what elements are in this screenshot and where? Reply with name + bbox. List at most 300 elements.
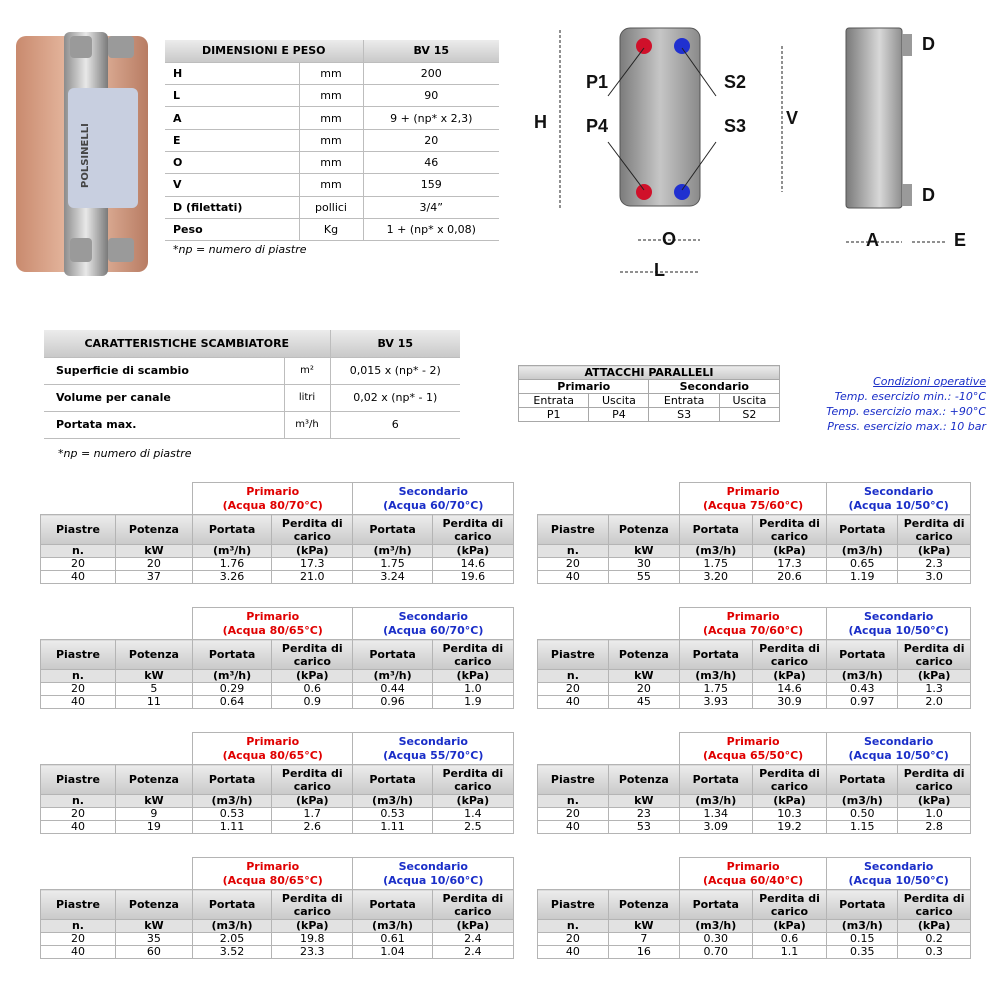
operating-conditions: [826, 374, 986, 434]
dimension-name: Peso: [165, 218, 299, 240]
table-cell: 0.61: [353, 933, 432, 946]
label-d-top: D: [922, 34, 935, 54]
secondary-temps: (Acqua 60/70°C): [383, 498, 484, 512]
characteristic-unit: litri: [284, 384, 330, 411]
column-header: Potenza: [608, 890, 679, 920]
table-cell: 19.2: [752, 821, 827, 834]
table-cell: 20: [538, 808, 609, 821]
primary-label: Primario: [726, 484, 780, 498]
column-header: Portata: [353, 890, 432, 920]
table-row: [41, 558, 514, 571]
table-cell: 2.8: [898, 821, 971, 834]
unit-header: (m3/h): [192, 920, 271, 933]
unit-header: n.: [41, 545, 116, 558]
label-a: A: [866, 230, 879, 250]
dimension-value: 1 + (np* x 0,08): [363, 218, 499, 240]
column-header: Potenza: [115, 640, 192, 670]
table-cell: 1.34: [679, 808, 752, 821]
unit-header: (m3/h): [827, 545, 898, 558]
unit-header: n.: [41, 920, 116, 933]
table-cell: 1.19: [827, 571, 898, 584]
primary-temps: (Acqua 80/65°C): [222, 623, 323, 637]
secondary-label: Secondario: [398, 859, 468, 873]
table-cell: 0.30: [679, 933, 752, 946]
table-cell: 14.6: [752, 683, 827, 696]
unit-header: (m³/h): [353, 670, 432, 683]
table-cell: 20: [538, 933, 609, 946]
table-cell: 53: [608, 821, 679, 834]
performance-table: [40, 607, 514, 709]
table-row: [41, 683, 514, 696]
table-cell: 30.9: [752, 696, 827, 709]
dimension-value: 9 + (np* x 2,3): [363, 107, 499, 129]
table-cell: 5: [115, 683, 192, 696]
table-cell: 0.65: [827, 558, 898, 571]
table-cell: 0.29: [192, 683, 271, 696]
table-cell: 0.43: [827, 683, 898, 696]
table-row: [538, 821, 971, 834]
column-header: Portata: [679, 640, 752, 670]
dimension-name: H: [165, 62, 299, 84]
unit-header: (kPa): [752, 920, 827, 933]
primary-temps: (Acqua 80/65°C): [222, 748, 323, 762]
unit-header: (kPa): [432, 795, 513, 808]
characteristic-row: [44, 357, 460, 384]
column-header: Perdita di carico: [752, 515, 827, 545]
column-header: Perdita di carico: [898, 640, 971, 670]
table-cell: 40: [538, 571, 609, 584]
table-cell: 1.15: [827, 821, 898, 834]
dimension-row: [165, 129, 499, 151]
unit-header: kW: [608, 920, 679, 933]
table-cell: 20: [538, 683, 609, 696]
table-cell: 0.3: [898, 946, 971, 959]
connections-sub: Uscita: [719, 394, 779, 408]
table-row: [41, 808, 514, 821]
column-header: Portata: [827, 515, 898, 545]
unit-header: (kPa): [272, 795, 353, 808]
column-header: Portata: [353, 765, 432, 795]
connections-sub: Entrata: [649, 394, 719, 408]
dimension-diagram: [520, 20, 820, 290]
conditions-line: Temp. esercizio min.: -10°C: [834, 390, 986, 403]
table-cell: 3.93: [679, 696, 752, 709]
column-header: Perdita di carico: [898, 515, 971, 545]
column-header: Portata: [192, 640, 271, 670]
table-cell: 40: [41, 571, 116, 584]
table-cell: 0.53: [192, 808, 271, 821]
characteristic-value: 0,02 x (np* - 1): [330, 384, 460, 411]
label-s2: S2: [724, 72, 747, 92]
table-cell: 2.6: [272, 821, 353, 834]
dimension-row: [165, 107, 499, 129]
table-cell: 7: [608, 933, 679, 946]
column-header: Portata: [827, 765, 898, 795]
side-view-diagram: [830, 20, 990, 260]
connections-value: S2: [719, 408, 779, 422]
dimension-unit: mm: [299, 107, 363, 129]
characteristics-note: *np = numero di piastre: [58, 446, 192, 460]
primary-temps: (Acqua 80/65°C): [222, 873, 323, 887]
table-cell: 60: [115, 946, 192, 959]
dimension-value: 200: [363, 62, 499, 84]
table-cell: 3.20: [679, 571, 752, 584]
column-header: Perdita di carico: [432, 890, 513, 920]
column-header: Piastre: [41, 515, 116, 545]
table-row: [538, 683, 971, 696]
table-cell: 2.5: [432, 821, 513, 834]
connections-value: S3: [649, 408, 719, 422]
unit-header: (kPa): [898, 920, 971, 933]
table-row: [538, 696, 971, 709]
characteristic-row: [44, 384, 460, 411]
secondary-temps: (Acqua 10/60°C): [383, 873, 484, 887]
primary-temps: (Acqua 70/60°C): [702, 623, 804, 637]
column-header: Portata: [827, 890, 898, 920]
label-o: O: [662, 229, 677, 249]
table-cell: 14.6: [432, 558, 513, 571]
secondary-circuit-header: [353, 858, 514, 890]
characteristic-name: Superficie di scambio: [44, 357, 284, 384]
unit-header: n.: [538, 920, 609, 933]
connections-primary: Primario: [519, 380, 649, 394]
table-row: [41, 821, 514, 834]
table-cell: 21.0: [272, 571, 353, 584]
table-row: [538, 946, 971, 959]
column-header: Perdita di carico: [752, 765, 827, 795]
performance-table: [537, 732, 971, 834]
table-row: [538, 808, 971, 821]
unit-header: (m3/h): [827, 920, 898, 933]
secondary-circuit-header: [827, 858, 971, 890]
unit-header: (m³/h): [192, 545, 271, 558]
unit-header: (m3/h): [679, 545, 752, 558]
column-header: Portata: [192, 765, 271, 795]
table-cell: 20: [608, 683, 679, 696]
unit-header: (kPa): [898, 670, 971, 683]
primary-circuit-header: [679, 483, 826, 515]
column-header: Potenza: [608, 765, 679, 795]
performance-table: [537, 607, 971, 709]
table-cell: 0.2: [898, 933, 971, 946]
dimension-value: 90: [363, 85, 499, 107]
characteristic-value: 6: [330, 411, 460, 438]
table-cell: 3.09: [679, 821, 752, 834]
unit-header: (m³/h): [353, 545, 432, 558]
table-cell: 0.64: [192, 696, 271, 709]
dimension-name: V: [165, 174, 299, 196]
table-cell: 20: [115, 558, 192, 571]
secondary-label: Secondario: [863, 609, 934, 623]
table-cell: 1.0: [432, 683, 513, 696]
characteristic-name: Portata max.: [44, 411, 284, 438]
column-header: Perdita di carico: [752, 890, 827, 920]
table-cell: 16: [608, 946, 679, 959]
label-p1: P1: [586, 72, 609, 92]
column-header: Piastre: [538, 640, 609, 670]
table-cell: 0.35: [827, 946, 898, 959]
product-photo: [8, 28, 158, 278]
primary-circuit-header: [679, 608, 826, 640]
table-cell: 40: [538, 946, 609, 959]
table-cell: 45: [608, 696, 679, 709]
characteristic-unit: m²: [284, 357, 330, 384]
table-cell: 19.8: [272, 933, 353, 946]
table-cell: 40: [538, 696, 609, 709]
primary-temps: (Acqua 75/60°C): [702, 498, 804, 512]
dimension-unit: pollici: [299, 196, 363, 218]
table-cell: 2.0: [898, 696, 971, 709]
table-cell: 35: [115, 933, 192, 946]
column-header: Portata: [353, 515, 432, 545]
dimension-name: A: [165, 107, 299, 129]
column-header: Potenza: [608, 515, 679, 545]
label-h: H: [534, 112, 547, 132]
unit-header: (m3/h): [192, 795, 271, 808]
label-v: V: [786, 108, 799, 128]
table-cell: 1.75: [679, 683, 752, 696]
unit-header: kW: [115, 920, 192, 933]
label-l: L: [654, 260, 665, 280]
column-header: Portata: [192, 890, 271, 920]
table-cell: 17.3: [752, 558, 827, 571]
column-header: Perdita di carico: [432, 765, 513, 795]
table-cell: 11: [115, 696, 192, 709]
unit-header: (m3/h): [679, 670, 752, 683]
dimensions-model: BV 15: [363, 40, 499, 62]
table-cell: 2.4: [432, 946, 513, 959]
table-cell: 3.0: [898, 571, 971, 584]
primary-label: Primario: [726, 859, 780, 873]
characteristic-row: [44, 411, 460, 438]
table-cell: 1.0: [898, 808, 971, 821]
table-cell: 1.75: [679, 558, 752, 571]
column-header: Piastre: [538, 890, 609, 920]
table-cell: 3.24: [353, 571, 432, 584]
column-header: Perdita di carico: [432, 640, 513, 670]
secondary-circuit-header: [827, 733, 971, 765]
table-cell: 0.53: [353, 808, 432, 821]
table-cell: 20: [41, 683, 116, 696]
column-header: Portata: [827, 640, 898, 670]
secondary-label: Secondario: [398, 609, 468, 623]
column-header: Piastre: [538, 765, 609, 795]
column-header: Piastre: [538, 515, 609, 545]
primary-circuit-header: [679, 733, 826, 765]
column-header: Piastre: [41, 765, 116, 795]
primary-circuit-header: [192, 483, 353, 515]
connections-title: ATTACCHI PARALLELI: [519, 366, 780, 380]
table-cell: 1.3: [898, 683, 971, 696]
table-cell: 23.3: [272, 946, 353, 959]
unit-header: (m³/h): [192, 670, 271, 683]
characteristic-value: 0,015 x (np* - 2): [330, 357, 460, 384]
column-header: Perdita di carico: [272, 890, 353, 920]
column-header: Perdita di carico: [752, 640, 827, 670]
unit-header: (m3/h): [679, 795, 752, 808]
table-row: [538, 571, 971, 584]
unit-header: (m3/h): [353, 920, 432, 933]
dimension-name: O: [165, 151, 299, 173]
dimension-value: 20: [363, 129, 499, 151]
table-cell: 1.04: [353, 946, 432, 959]
table-cell: 1.1: [752, 946, 827, 959]
table-cell: 40: [41, 946, 116, 959]
table-cell: 37: [115, 571, 192, 584]
table-cell: 0.97: [827, 696, 898, 709]
table-cell: 30: [608, 558, 679, 571]
characteristics-header: CARATTERISTICHE SCAMBIATORE: [44, 330, 330, 357]
connections-value: P1: [519, 408, 589, 422]
unit-header: (kPa): [432, 545, 513, 558]
conditions-title: Condizioni operative: [873, 375, 986, 388]
table-cell: 2.3: [898, 558, 971, 571]
column-header: Potenza: [115, 515, 192, 545]
dimension-name: E: [165, 129, 299, 151]
connections-table: [518, 365, 780, 422]
column-header: Potenza: [608, 640, 679, 670]
dimension-value: 46: [363, 151, 499, 173]
table-cell: 0.96: [353, 696, 432, 709]
unit-header: n.: [41, 670, 116, 683]
unit-header: kW: [115, 795, 192, 808]
dimension-row: [165, 218, 499, 240]
dimension-value: 3/4”: [363, 196, 499, 218]
dimension-unit: mm: [299, 62, 363, 84]
secondary-temps: (Acqua 10/50°C): [848, 623, 949, 637]
column-header: Piastre: [41, 890, 116, 920]
column-header: Perdita di carico: [272, 640, 353, 670]
unit-header: (m3/h): [827, 670, 898, 683]
table-cell: 55: [608, 571, 679, 584]
column-header: Perdita di carico: [272, 515, 353, 545]
dimension-name: D (filettati): [165, 196, 299, 218]
dimensions-table: [165, 40, 499, 241]
unit-header: (kPa): [272, 920, 353, 933]
unit-header: kW: [608, 670, 679, 683]
secondary-circuit-header: [827, 608, 971, 640]
unit-header: kW: [115, 670, 192, 683]
column-header: Potenza: [115, 765, 192, 795]
dimension-row: [165, 85, 499, 107]
secondary-label: Secondario: [863, 484, 934, 498]
column-header: Perdita di carico: [432, 515, 513, 545]
conditions-line: Press. esercizio max.: 10 bar: [827, 420, 986, 433]
table-row: [41, 696, 514, 709]
primary-label: Primario: [246, 484, 300, 498]
table-cell: 10.3: [752, 808, 827, 821]
table-cell: 20.6: [752, 571, 827, 584]
table-cell: 19.6: [432, 571, 513, 584]
dimension-name: L: [165, 85, 299, 107]
dimension-row: [165, 196, 499, 218]
table-cell: 0.15: [827, 933, 898, 946]
column-header: Piastre: [41, 640, 116, 670]
column-header: Perdita di carico: [272, 765, 353, 795]
characteristic-name: Volume per canale: [44, 384, 284, 411]
dimension-unit: mm: [299, 85, 363, 107]
table-cell: 0.6: [272, 683, 353, 696]
secondary-temps: (Acqua 10/50°C): [848, 498, 949, 512]
unit-header: kW: [608, 795, 679, 808]
connections-secondary: Secondario: [649, 380, 780, 394]
primary-label: Primario: [726, 609, 780, 623]
table-cell: 3.26: [192, 571, 271, 584]
column-header: Portata: [679, 890, 752, 920]
table-cell: 17.3: [272, 558, 353, 571]
unit-header: (m3/h): [827, 795, 898, 808]
characteristics-model: BV 15: [330, 330, 460, 357]
unit-header: (kPa): [752, 795, 827, 808]
secondary-circuit-header: [827, 483, 971, 515]
dimension-unit: mm: [299, 174, 363, 196]
column-header: Potenza: [115, 890, 192, 920]
unit-header: (kPa): [752, 545, 827, 558]
table-cell: 0.44: [353, 683, 432, 696]
unit-header: (kPa): [752, 670, 827, 683]
table-cell: 20: [41, 933, 116, 946]
table-row: [41, 933, 514, 946]
table-cell: 0.70: [679, 946, 752, 959]
secondary-label: Secondario: [863, 734, 934, 748]
primary-temps: (Acqua 65/50°C): [702, 748, 804, 762]
table-cell: 1.11: [353, 821, 432, 834]
unit-header: kW: [608, 545, 679, 558]
unit-header: n.: [41, 795, 116, 808]
table-cell: 1.7: [272, 808, 353, 821]
secondary-temps: (Acqua 10/50°C): [848, 873, 949, 887]
table-cell: 1.76: [192, 558, 271, 571]
unit-header: (m3/h): [353, 795, 432, 808]
dimension-row: [165, 62, 499, 84]
dimension-value: 159: [363, 174, 499, 196]
connections-sub: Entrata: [519, 394, 589, 408]
table-cell: 2.05: [192, 933, 271, 946]
performance-table: [537, 857, 971, 959]
table-cell: 20: [41, 558, 116, 571]
unit-header: n.: [538, 670, 609, 683]
column-header: Portata: [192, 515, 271, 545]
table-cell: 40: [41, 696, 116, 709]
connections-sub: Uscita: [589, 394, 649, 408]
dimension-row: [165, 174, 499, 196]
table-cell: 20: [538, 558, 609, 571]
table-cell: 0.9: [272, 696, 353, 709]
dimension-unit: mm: [299, 151, 363, 173]
primary-circuit-header: [192, 858, 353, 890]
secondary-label: Secondario: [398, 484, 468, 498]
table-cell: 40: [538, 821, 609, 834]
column-header: Portata: [679, 515, 752, 545]
performance-table: [40, 732, 514, 834]
dimensions-header: DIMENSIONI E PESO: [165, 40, 363, 62]
column-header: Perdita di carico: [898, 890, 971, 920]
performance-table: [40, 857, 514, 959]
table-cell: 1.4: [432, 808, 513, 821]
unit-header: n.: [538, 545, 609, 558]
table-cell: 2.4: [432, 933, 513, 946]
secondary-circuit-header: [353, 733, 514, 765]
performance-table: [40, 482, 514, 584]
unit-header: (m3/h): [679, 920, 752, 933]
characteristic-unit: m³/h: [284, 411, 330, 438]
table-cell: 9: [115, 808, 192, 821]
secondary-temps: (Acqua 55/70°C): [383, 748, 484, 762]
primary-temps: (Acqua 80/70°C): [222, 498, 323, 512]
primary-circuit-header: [192, 608, 353, 640]
table-cell: 0.6: [752, 933, 827, 946]
table-row: [41, 946, 514, 959]
